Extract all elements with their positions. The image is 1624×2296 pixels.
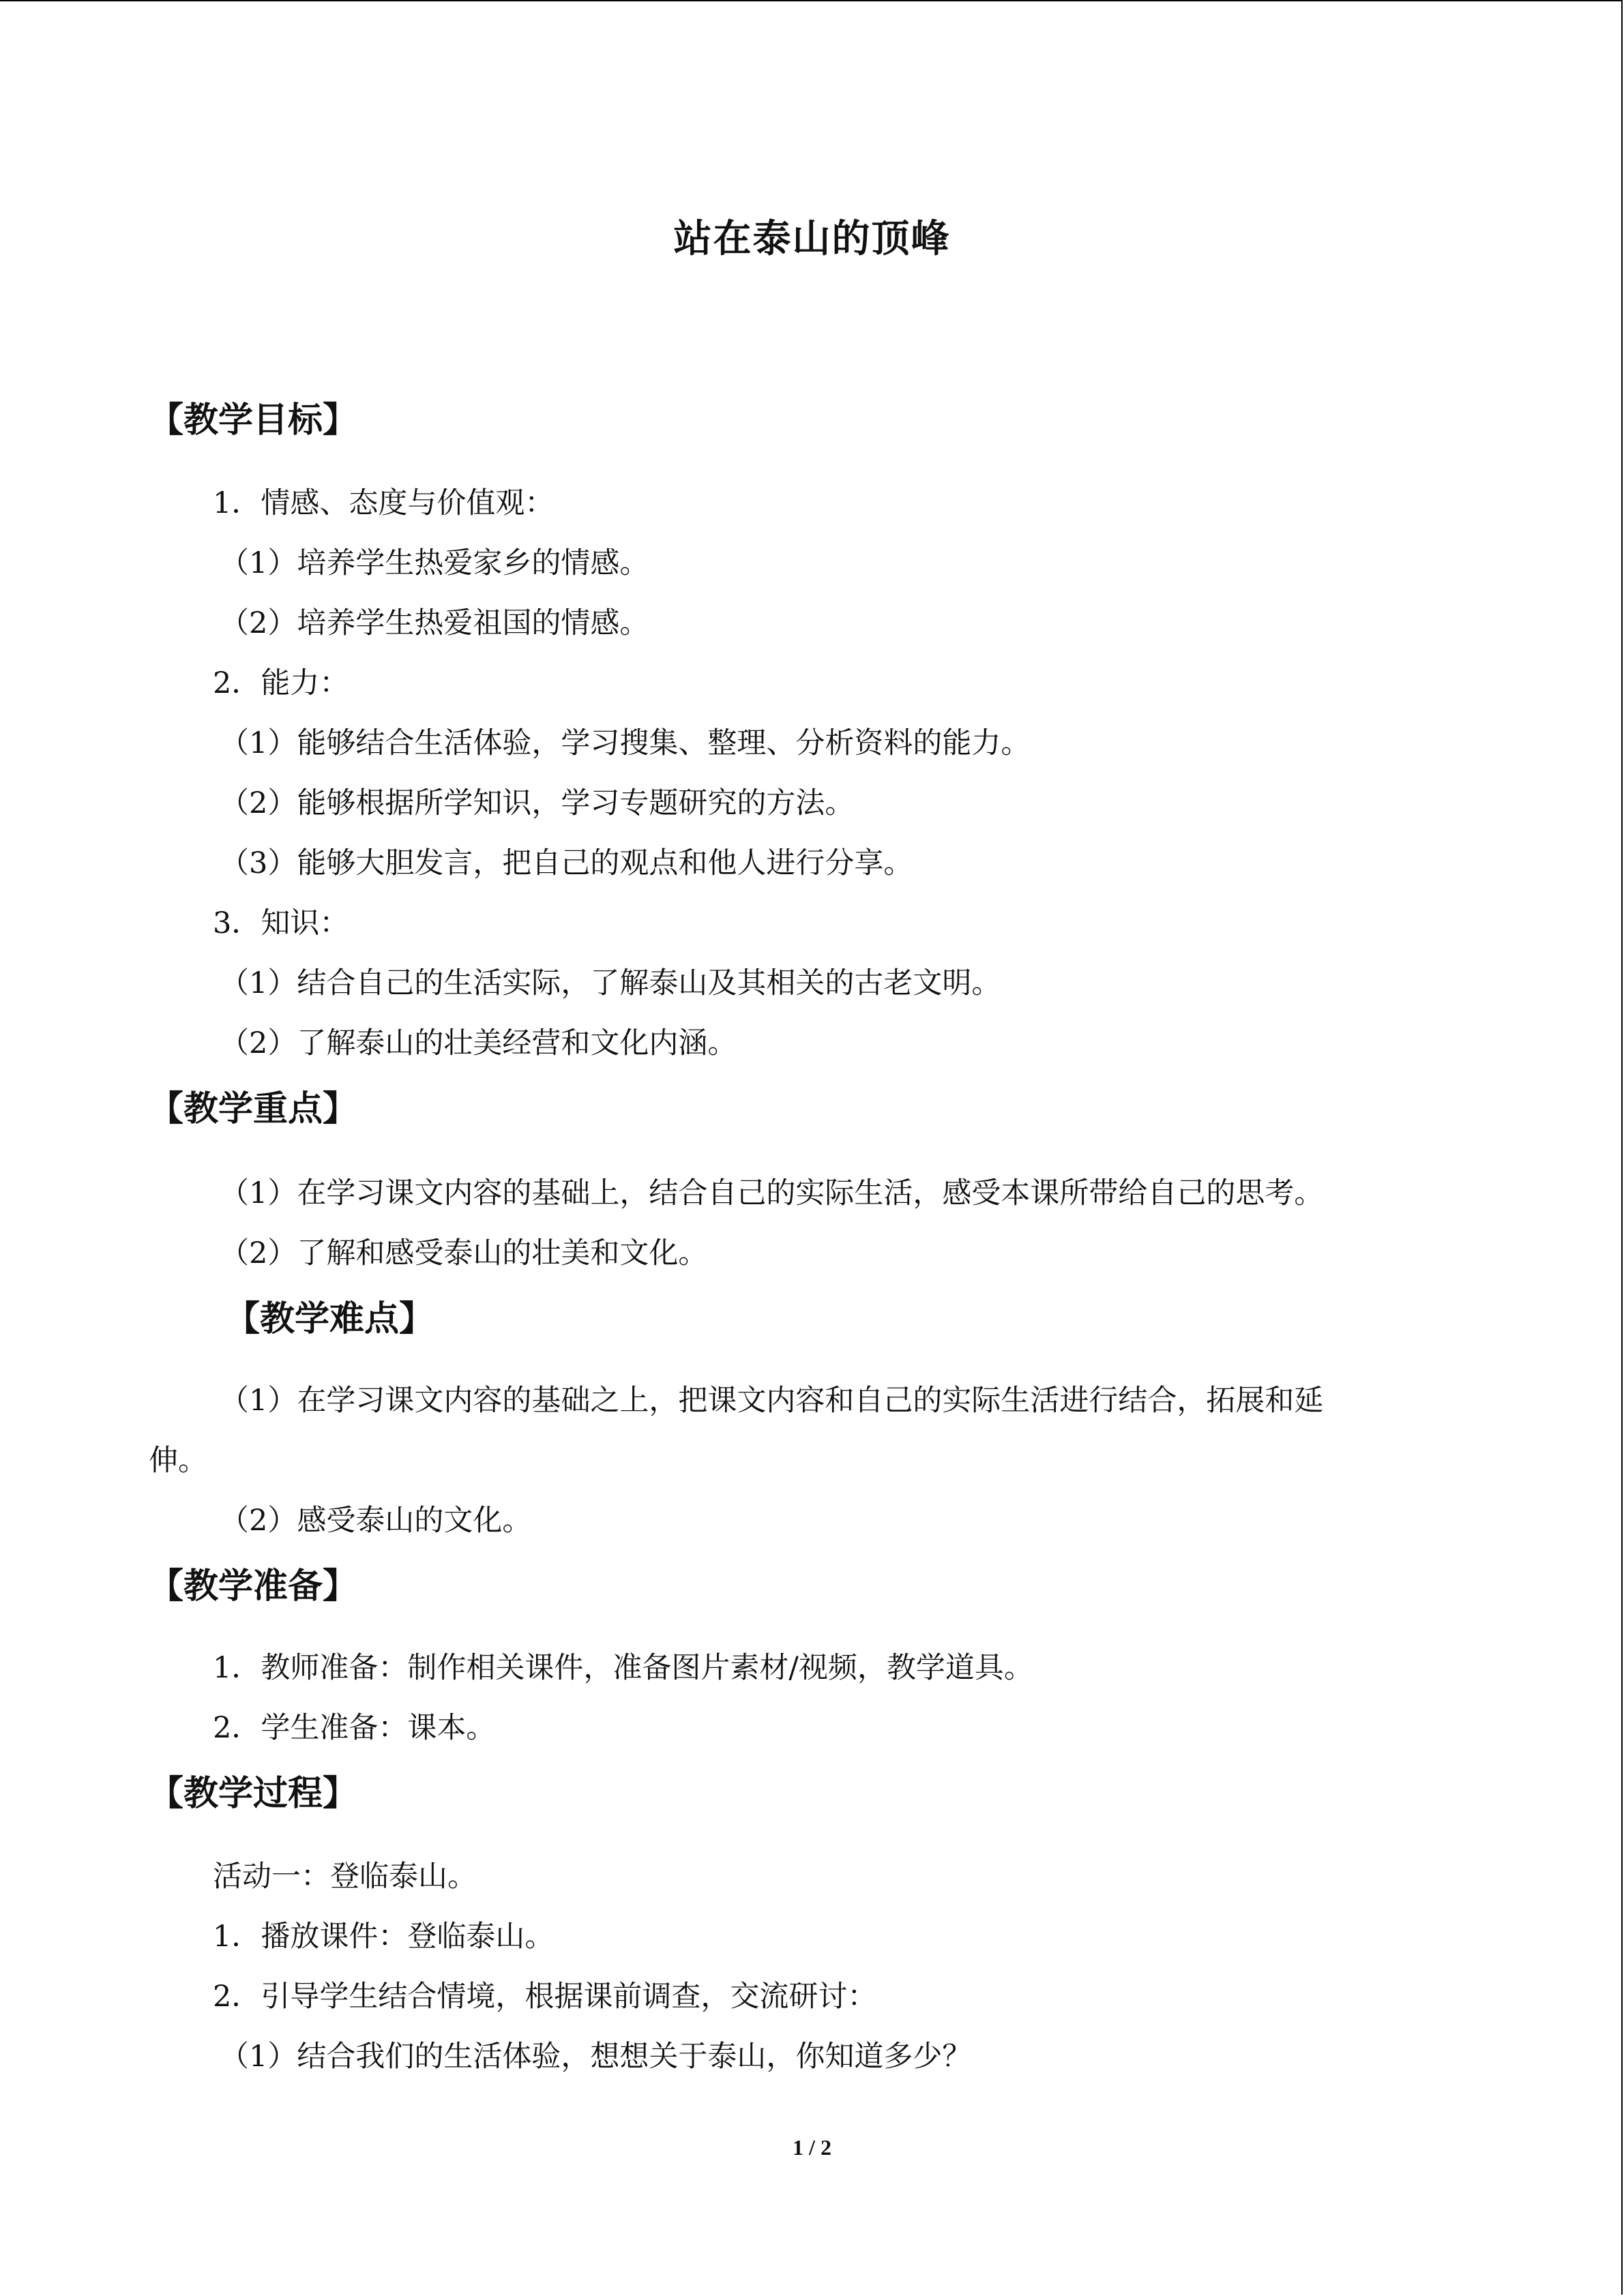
preparation-line-1: 1．教师准备：制作相关课件，准备图片素材/视频，教学道具。 [213,1651,1033,1685]
goals-line-9: （1）结合自己的生活实际，了解泰山及其相关的古老文明。 [220,966,1001,1000]
process-line-2: 1．播放课件：登临泰山。 [213,1920,555,1954]
goals-line-10: （2）了解泰山的壮美经营和文化内涵。 [220,1026,737,1060]
difficulties-line-3: （2）感受泰山的文化。 [220,1504,532,1538]
difficulties-line-1: （1）在学习课文内容的基础之上，把课文内容和自己的实际生活进行结合，拓展和延 [220,1384,1324,1418]
heading-key-points: 【教学重点】 [149,1088,358,1129]
page-number: 1 / 2 [793,2135,831,2160]
goals-line-4: 2．能力： [213,666,349,700]
goals-line-8: 3．知识： [213,906,349,940]
process-line-3: 2．引导学生结合情境，根据课前调查，交流研讨： [213,1980,877,2014]
heading-process: 【教学过程】 [149,1773,358,1814]
heading-preparation: 【教学准备】 [149,1566,358,1607]
process-line-1: 活动一：登临泰山。 [213,1860,477,1894]
goals-line-7: （3）能够大胆发言，把自己的观点和他人进行分享。 [220,846,913,880]
process-line-4: （1）结合我们的生活体验，想想关于泰山，你知道多少？ [220,2040,972,2074]
goals-line-1: 1．情感、态度与价值观： [213,486,555,520]
key-points-line-2: （2）了解和感受泰山的壮美和文化。 [220,1236,708,1270]
heading-teaching-goals: 【教学目标】 [149,400,358,441]
goals-line-6: （2）能够根据所学知识，学习专题研究的方法。 [220,786,855,820]
difficulties-line-2: 伸。 [149,1444,207,1478]
key-points-line-1: （1）在学习课文内容的基础上，结合自己的实际生活，感受本课所带给自己的思考。 [220,1176,1324,1210]
goals-line-5: （1）能够结合生活体验，学习搜集、整理、分析资料的能力。 [220,726,1031,760]
heading-difficulties: 【教学难点】 [225,1298,434,1339]
goals-line-3: （2）培养学生热爱祖国的情感。 [220,606,649,640]
goals-line-2: （1）培养学生热爱家乡的情感。 [220,546,649,580]
preparation-line-2: 2．学生准备：课本。 [213,1711,496,1745]
document-title: 站在泰山的顶峰 [673,216,951,261]
